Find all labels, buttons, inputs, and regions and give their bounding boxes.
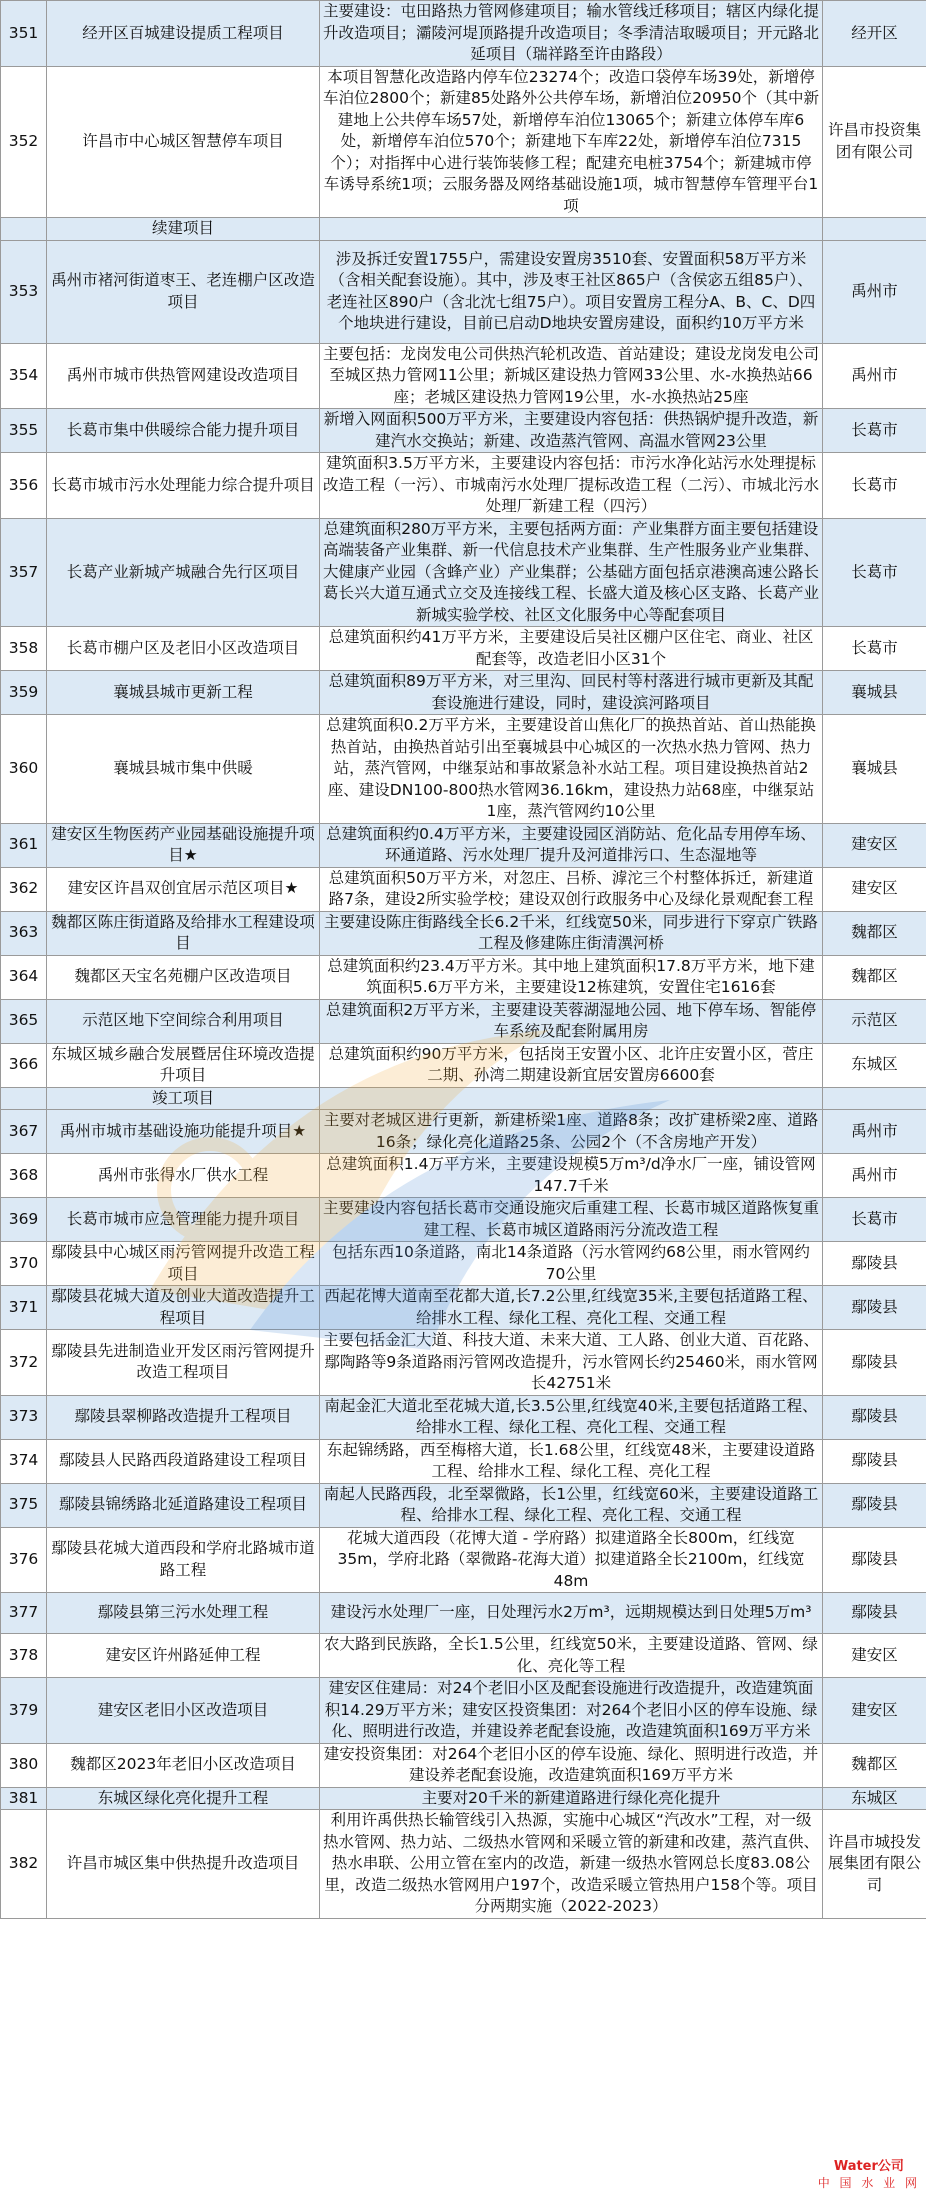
- project-name: 建安区许州路延伸工程: [47, 1634, 320, 1678]
- table-row: [1, 1527, 926, 1593]
- project-content: 农大路到民族路，全长1.5公里，红线宽50米，主要建设道路、管网、绿化、亮化等工程: [320, 1634, 823, 1678]
- row-number: 358: [1, 627, 47, 671]
- project-name: 长葛市城市污水处理能力综合提升项目: [47, 453, 320, 519]
- responsible-unit: 鄢陵县: [823, 1286, 926, 1330]
- responsible-unit: 鄢陵县: [823, 1395, 926, 1439]
- project-content: 主要对老城区进行更新，新建桥梁1座、道路8条；改扩建桥梁2座、道路16条；绿化亮化道路25条、公园2个（不含房地产开发）: [320, 1110, 823, 1154]
- project-name: 鄢陵县先进制造业开发区雨污管网提升改造工程项目: [47, 1330, 320, 1396]
- project-name: 经开区百城建设提质工程项目: [47, 1, 320, 67]
- responsible-unit: 长葛市: [823, 409, 926, 453]
- project-content: 总建筑面积0.2万平方米，主要建设首山焦化厂的换热首站、首山热能换热首站，由换热首站引出至襄城县中心城区的一次热水热力管网、热力站，蒸汽管网，中继泵站和事故紧急补水站工程。项目建设换热首站2座、建设DN100-800热水管网36.16km，建设热力站68座，中继泵站1座，蒸汽管网约10公里: [320, 715, 823, 824]
- row-number: 370: [1, 1242, 47, 1286]
- project-content: 总建筑面积约41万平方米，主要建设后吴社区棚户区住宅、商业、社区配套等，改造老旧小区31个: [320, 627, 823, 671]
- table-row: [1, 1743, 926, 1787]
- responsible-unit: 长葛市: [823, 1198, 926, 1242]
- table-row: [1, 999, 926, 1043]
- project-name: 许昌市城区集中供热提升改造项目: [47, 1810, 320, 1919]
- table-row: [1, 1810, 926, 1919]
- section-row: [1, 1087, 926, 1110]
- responsible-unit: 建安区: [823, 867, 926, 911]
- responsible-unit: 魏都区: [823, 955, 926, 999]
- responsible-unit: 建安区: [823, 823, 926, 867]
- section-content-cell: [320, 218, 823, 241]
- watermark-cn: 中 国 水 业 网: [817, 2176, 920, 2190]
- responsible-unit: 魏都区: [823, 1743, 926, 1787]
- responsible-unit: 禹州市: [823, 1110, 926, 1154]
- row-number: 357: [1, 518, 47, 627]
- section-num-cell: [1, 218, 47, 241]
- table-row: [1, 409, 926, 453]
- project-name: 鄢陵县第三污水处理工程: [47, 1593, 320, 1634]
- responsible-unit: 鄢陵县: [823, 1330, 926, 1396]
- section-num-cell: [1, 1087, 47, 1110]
- project-name: 许昌市中心城区智慧停车项目: [47, 66, 320, 218]
- project-content: 总建筑面积89万平方米，对三里沟、回民村等村落进行城市更新及其配套设施进行建设，同时，建设滨河路项目: [320, 671, 823, 715]
- watermark-logo: [818, 2155, 920, 2191]
- table-row: [1, 240, 926, 343]
- project-content: 利用许禹供热长输管线引入热源，实施中心城区“汽改水”工程，对一级热水管网、热力站、二级热水管网和采暖立管的新建和改建，蒸汽直供、热水串联、公用立管在室内的改造，新建一级热水管网总长度83.08公里，改造二级热水管网用户197个，改造采暖立管热用户158个等。项目分两期实施（2022-2023）: [320, 1810, 823, 1919]
- project-name: 禹州市褚河街道枣王、老连棚户区改造项目: [47, 240, 320, 343]
- project-table-body: [1, 1, 926, 1919]
- responsible-unit: 鄢陵县: [823, 1483, 926, 1527]
- project-name: 长葛产业新城产城融合先行区项目: [47, 518, 320, 627]
- project-content: 总建筑面积约90万平方米，包括岗王安置小区、北许庄安置小区，菅庄二期、孙湾二期建设新宜居安置房6600套: [320, 1043, 823, 1087]
- responsible-unit: 长葛市: [823, 453, 926, 519]
- watermark-brand-a: Water: [833, 2159, 878, 2174]
- project-content: 主要建设内容包括长葛市交通设施灾后重建工程、长葛市城区道路恢复重建工程、长葛市城区道路雨污分流改造工程: [320, 1198, 823, 1242]
- project-content: 总建筑面积2万平方米，主要建设芙蓉湖湿地公园、地下停车场、智能停车系统及配套附属用房: [320, 999, 823, 1043]
- responsible-unit: 鄢陵县: [823, 1527, 926, 1593]
- row-number: 373: [1, 1395, 47, 1439]
- project-name: 建安区许昌双创宜居示范区项目★: [47, 867, 320, 911]
- row-number: 381: [1, 1787, 47, 1810]
- table-row: [1, 823, 926, 867]
- row-number: 382: [1, 1810, 47, 1919]
- project-name: 禹州市城市供热管网建设改造项目: [47, 343, 320, 409]
- table-row: [1, 66, 926, 218]
- responsible-unit: 建安区: [823, 1678, 926, 1744]
- table-row: [1, 627, 926, 671]
- row-number: 365: [1, 999, 47, 1043]
- project-content: 建安区住建局：对24个老旧小区及配套设施进行改造提升，改造建筑面积14.29万平方米；建安区投资集团：对264个老旧小区的停车设施、绿化、照明进行改造，并建设养老配套设施，改造建筑面积169万平方米: [320, 1678, 823, 1744]
- table-row: [1, 867, 926, 911]
- project-content: 涉及拆迁安置1755户，需建设安置房3510套、安置面积58万平方米（含相关配套设施）。其中，涉及枣王社区865户（含侯宓五组85户）、老连社区890户（含北沈七组75户）。项目安置房工程分A、B、C、D四个地块进行建设，目前已启动D地块安置房建设，面积约10万平方米: [320, 240, 823, 343]
- responsible-unit: 示范区: [823, 999, 926, 1043]
- project-name: 鄢陵县人民路西段道路建设工程项目: [47, 1439, 320, 1483]
- table-row: [1, 1286, 926, 1330]
- project-content: 南起金汇大道北至花城大道,长3.5公里,红线宽40米,主要包括道路工程、给排水工程、绿化工程、亮化工程、交通工程: [320, 1395, 823, 1439]
- table-row: [1, 1439, 926, 1483]
- project-content: 总建筑面积约0.4万平方米，主要建设园区消防站、危化品专用停车场、环通道路、污水处理厂提升及河道排污口、生态湿地等: [320, 823, 823, 867]
- project-name: 鄢陵县翠柳路改造提升工程项目: [47, 1395, 320, 1439]
- row-number: 366: [1, 1043, 47, 1087]
- responsible-unit: 禹州市: [823, 343, 926, 409]
- project-content: 包括东西10条道路，南北14条道路（污水管网约68公里，雨水管网约70公里: [320, 1242, 823, 1286]
- row-number: 378: [1, 1634, 47, 1678]
- row-number: 355: [1, 409, 47, 453]
- responsible-unit: 禹州市: [823, 1154, 926, 1198]
- project-name: 建安区生物医药产业园基础设施提升项目★: [47, 823, 320, 867]
- table-row: [1, 1787, 926, 1810]
- project-content: 总建筑面积约23.4万平方米。其中地上建筑面积17.8万平方米，地下建筑面积5.6万平方米，主要建设12栋建筑，安置住宅1616套: [320, 955, 823, 999]
- table-row: [1, 1154, 926, 1198]
- row-number: 359: [1, 671, 47, 715]
- project-content: 建安投资集团：对264个老旧小区的停车设施、绿化、照明进行改造，并建设养老配套设施，改造建筑面积169万平方米: [320, 1743, 823, 1787]
- table-row: [1, 1678, 926, 1744]
- row-number: 356: [1, 453, 47, 519]
- row-number: 372: [1, 1330, 47, 1396]
- project-name: 鄢陵县锦绣路北延道路建设工程项目: [47, 1483, 320, 1527]
- project-content: 本项目智慧化改造路内停车位23274个；改造口袋停车场39处，新增停车泊位2800个；新建85处路外公共停车场，新增泊位20950个（其中新建地上公共停车场57处，新增停车泊位13065个；新建立体停车库6处，新增停车泊位570个；新建地下车库22处，新增停车泊位7315个）；对指挥中心进行装饰装修工程；配建充电桩3754个；新建城市停车诱导系统1项；云服务器及网络基础设施1项，城市智慧停车管理平台1项: [320, 66, 823, 218]
- project-content: 主要包括：龙岗发电公司供热汽轮机改造、首站建设；建设龙岗发电公司至城区热力管网11公里；新城区建设热力管网33公里、水-水换热站66座；老城区建设热力管网19公里，水-水换热站25座: [320, 343, 823, 409]
- project-name: 禹州市张得水厂供水工程: [47, 1154, 320, 1198]
- project-name: 东城区城乡融合发展暨居住环境改造提升项目: [47, 1043, 320, 1087]
- row-number: 354: [1, 343, 47, 409]
- table-row: [1, 1634, 926, 1678]
- table-row: [1, 518, 926, 627]
- row-number: 375: [1, 1483, 47, 1527]
- responsible-unit: 鄢陵县: [823, 1242, 926, 1286]
- section-label: 续建项目: [47, 218, 320, 241]
- project-name: 禹州市城市基础设施功能提升项目★: [47, 1110, 320, 1154]
- project-content: 西起花博大道南至花都大道,长7.2公里,红线宽35米,主要包括道路工程、给排水工程、绿化工程、亮化工程、交通工程: [320, 1286, 823, 1330]
- table-row: [1, 1395, 926, 1439]
- row-number: 360: [1, 715, 47, 824]
- project-content: 总建筑面积280万平方米，主要包括两方面：产业集群方面主要包括建设高端装备产业集群、新一代信息技术产业集群、生产性服务业产业集群、大健康产业园（含蜂产业）产业集群；公基础方面包括京港澳高速公路长葛长兴大道互通式立交及连接线工程、长盛大道及核心区支路、长葛产业新城实验学校、社区文化服务中心等配套项目: [320, 518, 823, 627]
- section-content-cell: [320, 1087, 823, 1110]
- row-number: 374: [1, 1439, 47, 1483]
- responsible-unit: 长葛市: [823, 518, 926, 627]
- table-row: [1, 1242, 926, 1286]
- responsible-unit: 魏都区: [823, 911, 926, 955]
- project-content: 主要建设：屯田路热力管网修建项目；输水管线迁移项目；辖区内绿化提升改造项目；灞陵河堤顶路提升改造项目；冬季清洁取暖项目；开元路北延项目（瑞祥路至许由路段）: [320, 1, 823, 67]
- project-name: 鄢陵县花城大道及创业大道改造提升工程项目: [47, 1286, 320, 1330]
- table-row: [1, 715, 926, 824]
- responsible-unit: 经开区: [823, 1, 926, 67]
- row-number: 362: [1, 867, 47, 911]
- table-row: [1, 911, 926, 955]
- project-name: 东城区绿化亮化提升工程: [47, 1787, 320, 1810]
- project-content: 总建筑面积50万平方米，对忽庄、吕桥、滹沱三个村整体拆迁，新建道路7条，建设2所实验学校；建设双创行政服务中心及绿化景观配套工程: [320, 867, 823, 911]
- row-number: 376: [1, 1527, 47, 1593]
- project-content: 南起人民路西段，北至翠微路，长1公里，红线宽60米，主要建设道路工程、给排水工程、绿化工程、亮化工程、交通工程: [320, 1483, 823, 1527]
- table-row: [1, 453, 926, 519]
- row-number: 364: [1, 955, 47, 999]
- section-unit-cell: [823, 218, 926, 241]
- responsible-unit: 襄城县: [823, 715, 926, 824]
- table-row: [1, 1043, 926, 1087]
- section-label: 竣工项目: [47, 1087, 320, 1110]
- row-number: 361: [1, 823, 47, 867]
- table-row: [1, 955, 926, 999]
- table-row: [1, 343, 926, 409]
- table-row: [1, 1483, 926, 1527]
- project-name: 魏都区陈庄街道路及给排水工程建设项目: [47, 911, 320, 955]
- project-content: 主要建设陈庄街路线全长6.2千米，红线宽50米，同步进行下穿京广铁路工程及修建陈庄街清潩河桥: [320, 911, 823, 955]
- project-name: 建安区老旧小区改造项目: [47, 1678, 320, 1744]
- row-number: 377: [1, 1593, 47, 1634]
- row-number: 379: [1, 1678, 47, 1744]
- project-name: 襄城县城市集中供暖: [47, 715, 320, 824]
- project-name: 魏都区2023年老旧小区改造项目: [47, 1743, 320, 1787]
- project-content: 建筑面积3.5万平方米，主要建设内容包括：市污水净化站污水处理提标改造工程（一污）、市城南污水处理厂提标改造工程（二污）、市城北污水处理厂新建工程（四污）: [320, 453, 823, 519]
- row-number: 353: [1, 240, 47, 343]
- responsible-unit: 鄢陵县: [823, 1439, 926, 1483]
- project-name: 魏都区天宝名苑棚户区改造项目: [47, 955, 320, 999]
- project-content: 主要对20千米的新建道路进行绿化亮化提升: [320, 1787, 823, 1810]
- table-row: [1, 671, 926, 715]
- watermark-brand-b: 公司: [877, 2159, 904, 2174]
- row-number: 351: [1, 1, 47, 67]
- section-unit-cell: [823, 1087, 926, 1110]
- table-row: [1, 1330, 926, 1396]
- project-content: 新增入网面积500万平方米，主要建设内容包括：供热锅炉提升改造，新建汽水交换站；新建、改造蒸汽管网、高温水管网23公里: [320, 409, 823, 453]
- project-content: 花城大道西段（花博大道 - 学府路）拟建道路全长800m，红线宽35m，学府北路（翠微路-花海大道）拟建道路全长2100m，红线宽48m: [320, 1527, 823, 1593]
- section-row: [1, 218, 926, 241]
- responsible-unit: 建安区: [823, 1634, 926, 1678]
- responsible-unit: 许昌市投资集团有限公司: [823, 66, 926, 218]
- project-name: 鄢陵县中心城区雨污管网提升改造工程项目: [47, 1242, 320, 1286]
- row-number: 368: [1, 1154, 47, 1198]
- project-name: 长葛市棚户区及老旧小区改造项目: [47, 627, 320, 671]
- responsible-unit: 鄢陵县: [823, 1593, 926, 1634]
- project-name: 示范区地下空间综合利用项目: [47, 999, 320, 1043]
- row-number: 352: [1, 66, 47, 218]
- row-number: 380: [1, 1743, 47, 1787]
- responsible-unit: 东城区: [823, 1787, 926, 1810]
- table-row: [1, 1198, 926, 1242]
- row-number: 367: [1, 1110, 47, 1154]
- responsible-unit: 许昌市城投发展集团有限公司: [823, 1810, 926, 1919]
- project-name: 长葛市城市应急管理能力提升项目: [47, 1198, 320, 1242]
- project-content: 主要包括金汇大道、科技大道、未来大道、工人路、创业大道、百花路、鄢陶路等9条道路雨污管网改造提升，污水管网长约25460米，雨水管网长42751米: [320, 1330, 823, 1396]
- project-name: 鄢陵县花城大道西段和学府北路城市道路工程: [47, 1527, 320, 1593]
- responsible-unit: 长葛市: [823, 627, 926, 671]
- table-row: [1, 1110, 926, 1154]
- responsible-unit: 东城区: [823, 1043, 926, 1087]
- project-content: 建设污水处理厂一座，日处理污水2万m³，远期规模达到日处理5万m³: [320, 1593, 823, 1634]
- row-number: 371: [1, 1286, 47, 1330]
- project-name: 襄城县城市更新工程: [47, 671, 320, 715]
- project-content: 总建筑面积1.4万平方米，主要建设规模5万m³/d净水厂一座，铺设管网147.7千米: [320, 1154, 823, 1198]
- row-number: 363: [1, 911, 47, 955]
- project-name: 长葛市集中供暖综合能力提升项目: [47, 409, 320, 453]
- responsible-unit: 禹州市: [823, 240, 926, 343]
- table-row: [1, 1593, 926, 1634]
- project-content: 东起锦绣路，西至梅榕大道，长1.68公里，红线宽48米，主要建设道路工程、给排水工程、绿化工程、亮化工程: [320, 1439, 823, 1483]
- table-row: [1, 1, 926, 67]
- row-number: 369: [1, 1198, 47, 1242]
- responsible-unit: 襄城县: [823, 671, 926, 715]
